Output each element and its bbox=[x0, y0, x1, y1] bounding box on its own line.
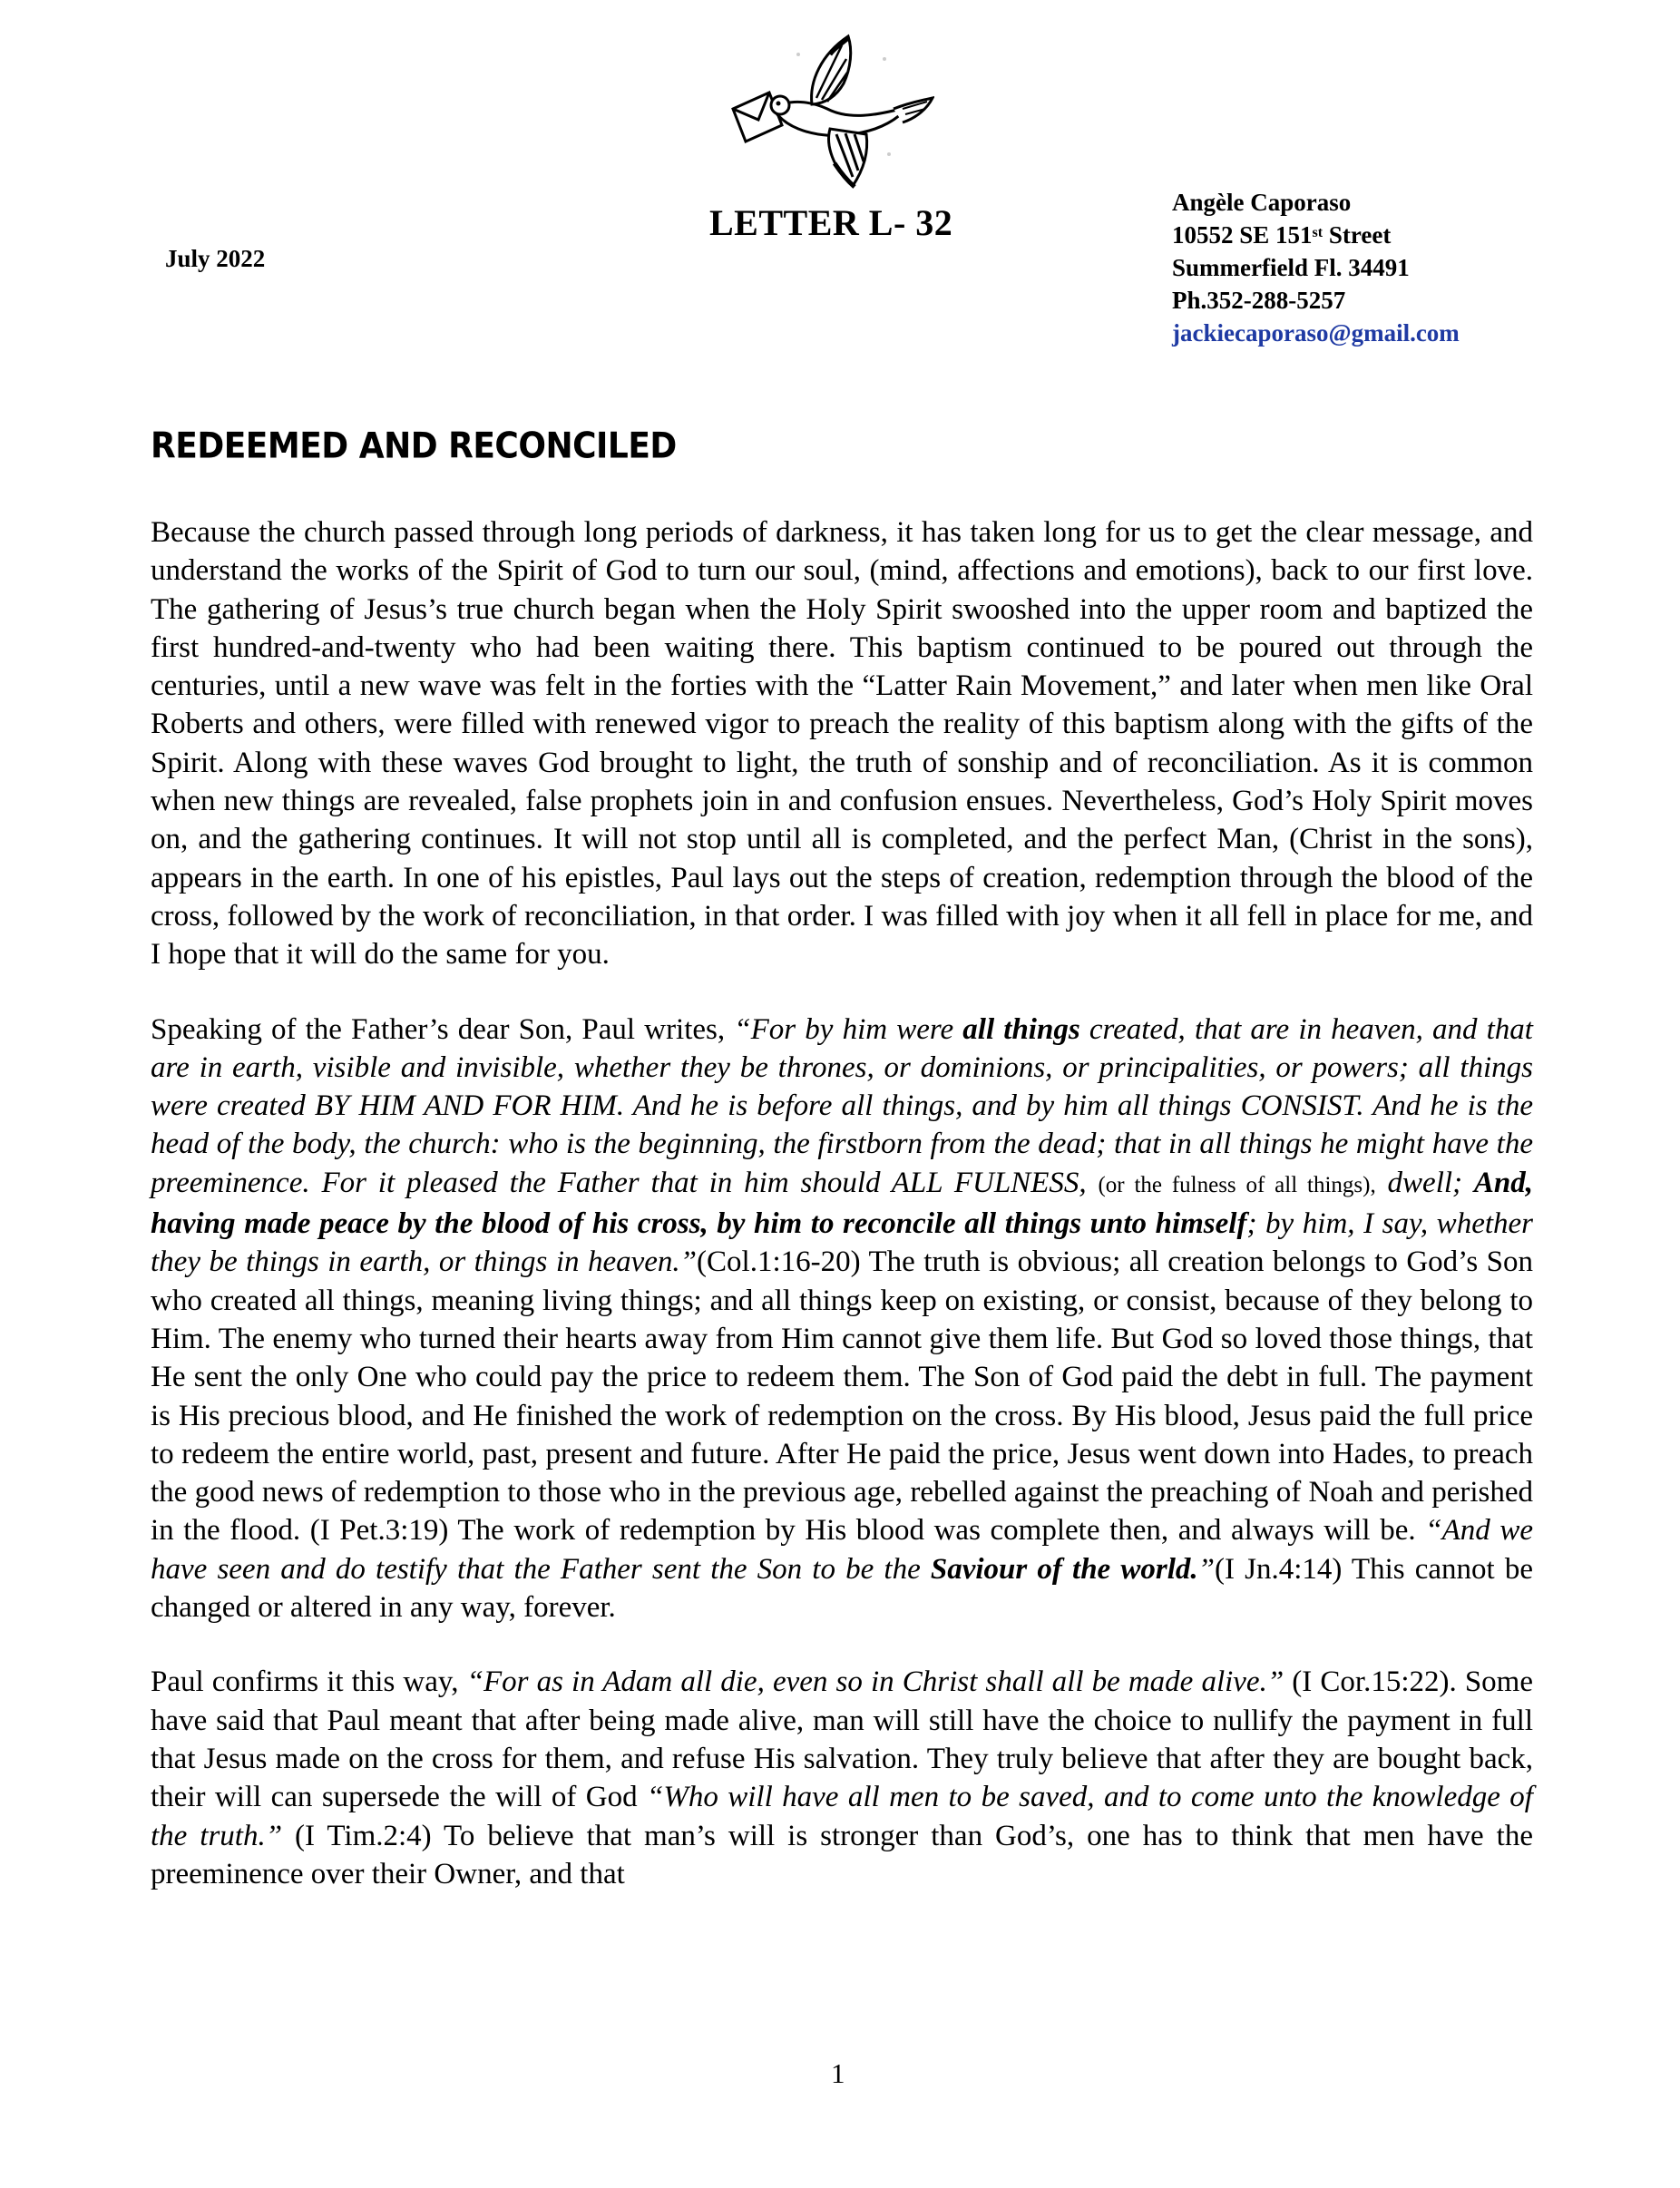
sender-email-link[interactable]: jackiecaporaso@gmail.com bbox=[1172, 319, 1460, 347]
p2-text-3: (I Jn.4:14) This cannot be changed or altered in any way, forever. bbox=[151, 1552, 1534, 1625]
p3-quote-1: “For as in Adam all die, even so in Christ shall all be made alive.” bbox=[466, 1665, 1284, 1699]
letter-title: LETTER L- 32 bbox=[709, 202, 953, 243]
p2-emphasis-reconcile: And, having made peace by the blood of his cross, by him to reconcile all things unto himself bbox=[151, 1166, 1533, 1241]
p2-quote-1: “For by him were bbox=[734, 1012, 963, 1046]
p2-emphasis-saviour: Saviour of the world. bbox=[930, 1552, 1198, 1586]
paragraph-3 bbox=[151, 1663, 1533, 1893]
street-suffix: Street bbox=[1323, 221, 1392, 249]
p2-emphasis-all-things: all things bbox=[962, 1012, 1080, 1046]
sender-name: Angèle Caporaso bbox=[1172, 189, 1352, 216]
street-ordinal: st bbox=[1312, 225, 1323, 240]
dove-with-letter-icon bbox=[726, 18, 934, 200]
p3-text-3: (I Tim.2:4) To believe that man’s will is stronger than God’s, one has to think that men have the preeminence over their Owner, and that bbox=[151, 1819, 1533, 1890]
p2-quote-5: “And we have seen and do testify that the Father sent the Son to be the bbox=[151, 1514, 1533, 1586]
paragraph-2 bbox=[151, 1011, 1533, 1627]
sender-city: Summerfield Fl. 34491 bbox=[1172, 254, 1410, 281]
p3-quote-2: “Who will have all men to be saved, and to come unto the knowledge of the truth.” bbox=[151, 1781, 1533, 1852]
letter-body bbox=[151, 513, 1533, 1929]
p2-note-fulness: (or the fulness of all things), bbox=[1098, 1172, 1376, 1197]
page-number: 1 bbox=[831, 2057, 845, 2089]
p2-quote-6: ” bbox=[1197, 1552, 1215, 1586]
p2-quote-4: ; by him, I say, whether they be things in earth, or things in heaven.” bbox=[151, 1207, 1534, 1279]
sender-street bbox=[1172, 219, 1460, 251]
paragraph-1: Because the church passed through long periods of darkness, it has taken long for us to get the clear message, and understand the works of the Spirit of God to turn our soul, (mind, affections and emotions), back to our first love. The gathering of Jesus’s true church began when the Holy Spirit swooshed into the upper room and baptized the first hundred-and-twenty who had been waiting there. This baptism continued to be poured out through the centuries, until a new wave was felt in the forties with the “Latter Rain Movement,” and later when men like Oral Roberts and others, were filled with renewed vigor to preach the reality of this baptism along with the gifts of the Spirit. Along with these waves God brought to light, the truth of sonship and of reconciliation. As it is common when new things are revealed, false prophets join in and confusion ensues. Nevertheless, God’s Holy Spirit moves on, and the gathering continues. It will not stop until all is completed, and the perfect Man, (Christ in the sons), appears in the earth. In one of his epistles, Paul lays out the steps of creation, redemption through the blood of the cross, followed by the work of reconciliation, in that order. I was filled with joy when it all fell in place for me, and I hope that it will do the same for you. bbox=[151, 516, 1533, 972]
p3-text-1: Paul confirms it this way, bbox=[151, 1665, 467, 1699]
street-number: 10552 SE 151 bbox=[1172, 221, 1313, 249]
p2-quote-2: created, that are in heaven, and that are in earth, visible and invisible, whether they be thrones, or dominions, or principalities, or powers; all things were created BY HIM AND FOR HIM. And he is before all things, and by him all things CONSIST. And he is the head of the body, the church: who is the beginning, the firstborn from the dead; that in all things he might have the preeminence. For it pleased the Father that in him should ALL FULNESS, bbox=[151, 1012, 1533, 1199]
sender-address bbox=[1172, 186, 1460, 349]
p2-text-1: Speaking of the Father’s dear Son, Paul writes, bbox=[151, 1012, 735, 1046]
p2-quote-3: dwell; bbox=[1375, 1166, 1474, 1199]
letter-date: July 2022 bbox=[165, 245, 266, 272]
p2-text-2: (Col.1:16-20) The truth is obvious; all creation belongs to God’s Son who created all things, meaning living things; and all things keep on existing, or consist, because of they belong to Him. The enemy who turned their hearts away from Him cannot give them life. But God so loved those things, that He sent the only One who could pay the price to redeem them. The Son of God paid the debt in full. The payment is His precious blood, and He finished the work of redemption on the cross. By His blood, Jesus paid the full price to redeem the entire world, past, present and future. After He paid the price, Jesus went down into Hades, to preach the good news of redemption to those who in the previous age, rebelled against the preaching of Noah and perished in the flood. (I Pet.3:19) The work of redemption by His blood was complete then, and always will be. bbox=[151, 1245, 1533, 1548]
p3-text-2: (I Cor.15:22). Some have said that Paul meant that after being made alive, man will still have the choice to nullify the payment in full that Jesus made on the cross for them, and refuse His salvation. They truly believe that after they are bought back, their will can supersede the will of God bbox=[151, 1665, 1533, 1814]
sender-phone: Ph.352-288-5257 bbox=[1172, 287, 1346, 314]
article-heading: REDEEMED AND RECONCILED bbox=[151, 426, 677, 467]
